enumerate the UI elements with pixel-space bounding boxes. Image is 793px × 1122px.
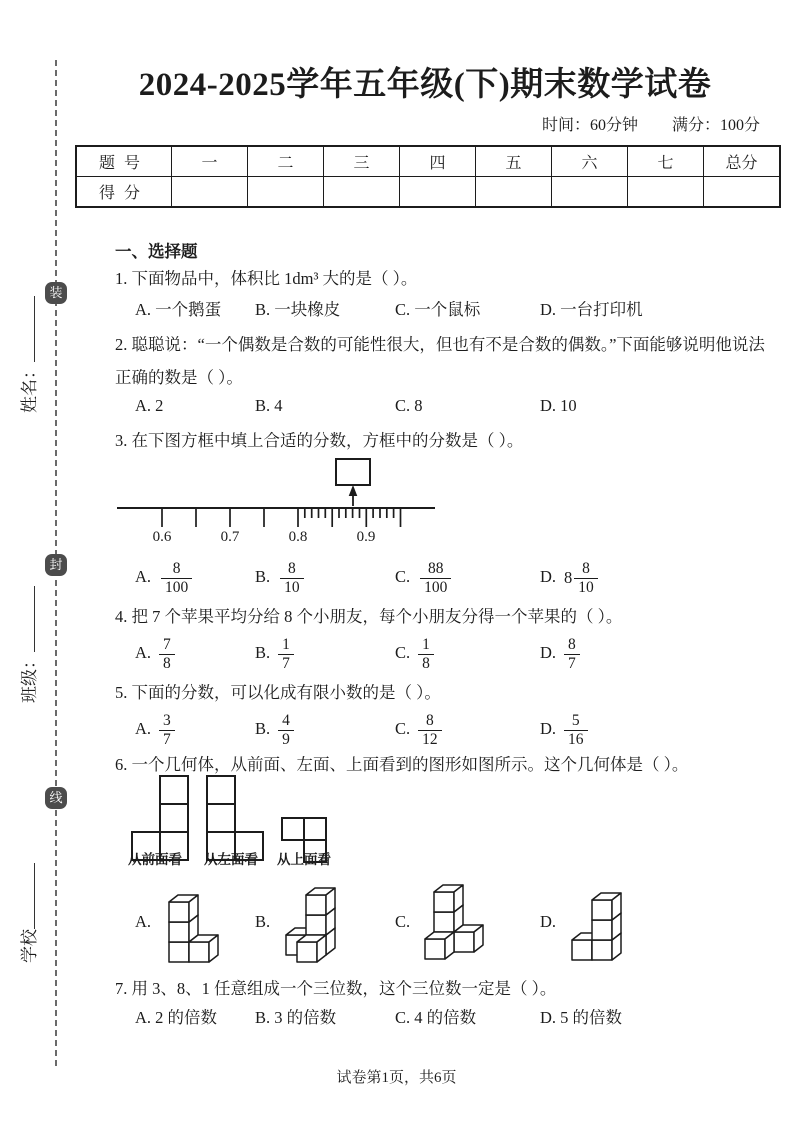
option-d <box>540 874 770 969</box>
score-empty-cell <box>552 177 628 208</box>
denominator: 8 <box>163 654 171 672</box>
school-label: 学校 <box>20 929 39 963</box>
question-2-stem: 2. 聪聪说：“一个偶数是合数的可能性很大，但也有不是合数的偶数。”下面能够说明他说法正确的数是（ ）。 <box>115 335 765 387</box>
option-d <box>540 712 770 749</box>
question-number-row <box>76 146 780 177</box>
option-d: D. 10 <box>540 396 577 415</box>
option-letter: A. <box>135 566 152 586</box>
numerator: 8 <box>280 560 304 579</box>
numerator: 8 <box>161 560 192 579</box>
option-b: B. 一块橡皮 <box>255 300 341 319</box>
option-c <box>395 636 540 673</box>
option-a <box>135 560 255 597</box>
score-empty-cell <box>628 177 704 208</box>
score-table-header-cell: 题号 <box>76 146 172 177</box>
option-b <box>255 560 395 597</box>
tick-label: 0.6 <box>152 529 172 545</box>
axis-ticks <box>162 508 401 527</box>
denominator: 7 <box>163 730 171 748</box>
option-a <box>135 712 255 749</box>
option-letter: D. <box>540 642 557 662</box>
denominator: 10 <box>578 578 594 596</box>
option-b <box>255 874 395 969</box>
score-table-header-cell: 六 <box>552 146 628 177</box>
score-table-header-cell: 三 <box>324 146 400 177</box>
option-c <box>395 560 540 597</box>
question-7-options <box>115 1004 770 1028</box>
denominator: 10 <box>284 578 300 596</box>
numerator: 4 <box>278 712 294 731</box>
option-d <box>540 560 770 597</box>
denominator: 12 <box>422 730 438 748</box>
score-row <box>76 177 780 208</box>
option-letter: B. <box>255 566 271 586</box>
score-table-header-cell: 五 <box>476 146 552 177</box>
numerator: 5 <box>564 712 588 731</box>
option-a: A. 2 <box>135 396 164 415</box>
score-table-header-cell: 七 <box>628 146 704 177</box>
score-empty-cell <box>476 177 552 208</box>
fraction <box>574 560 598 597</box>
name-blank-line <box>18 296 35 362</box>
denominator: 9 <box>282 730 290 748</box>
option-a: A. 2 的倍数 <box>135 1008 218 1027</box>
full-score: 满分：100分 <box>671 117 760 134</box>
score-empty-cell <box>172 177 248 208</box>
score-empty-cell <box>400 177 476 208</box>
score-empty-cell <box>324 177 400 208</box>
question-6-options <box>115 874 770 969</box>
option-c <box>395 874 540 969</box>
question-1-stem: 1. 下面物品中，体积比 1dm³ 大的是（ ）。 <box>115 269 418 288</box>
front-view-label: 从前面看 <box>128 852 182 867</box>
option-letter: C. <box>395 642 411 662</box>
option-letter: C. <box>395 911 411 931</box>
denominator: 100 <box>424 578 448 596</box>
name-label: 姓名： <box>20 362 39 413</box>
score-table-header-cell: 总分 <box>704 146 781 177</box>
option-letter: D. <box>540 566 557 586</box>
score-table-header-cell: 四 <box>400 146 476 177</box>
option-letter: C. <box>395 718 411 738</box>
option-letter: A. <box>135 718 152 738</box>
whole-number: 8 <box>564 568 573 587</box>
fraction <box>420 560 451 597</box>
exam-title: 2024-2025学年五年级(下)期末数学试卷 <box>138 67 712 103</box>
page-footer <box>0 1066 793 1087</box>
cube-option-figure-d <box>566 874 636 969</box>
option-a <box>135 874 255 969</box>
question-5-stem: 5. 下面的分数，可以化成有限小数的是（ ）。 <box>115 683 441 702</box>
fraction <box>418 712 442 749</box>
question-4-options <box>115 628 770 680</box>
option-a <box>135 636 255 673</box>
seal-badge-xian: 线 <box>45 787 67 809</box>
name-field <box>15 253 37 413</box>
numerator: 8 <box>564 636 580 655</box>
option-letter: B. <box>255 718 271 738</box>
denominator: 16 <box>568 730 584 748</box>
option-b <box>255 712 395 749</box>
score-table-header-cell: 一 <box>172 146 248 177</box>
fraction <box>280 560 304 597</box>
option-d: D. 5 的倍数 <box>540 1008 623 1027</box>
numerator: 1 <box>278 636 294 655</box>
left-view-label: 从左面看 <box>204 852 258 867</box>
fraction <box>564 712 588 749</box>
top-view-label: 从上面看 <box>277 852 331 867</box>
option-b: B. 4 <box>255 396 283 415</box>
fraction <box>418 636 434 673</box>
question-1-options <box>115 296 770 320</box>
denominator: 8 <box>422 654 430 672</box>
page-info: 试卷第1页，共6页 <box>336 1070 457 1086</box>
class-label: 班级： <box>20 652 39 703</box>
score-table <box>75 145 781 208</box>
option-b <box>255 636 395 673</box>
class-field <box>15 543 37 703</box>
option-letter: A. <box>135 911 152 931</box>
fraction <box>161 560 192 597</box>
tick-label: 0.7 <box>220 529 240 545</box>
numerator: 7 <box>159 636 175 655</box>
numerator: 8 <box>574 560 598 579</box>
empty-answer-box <box>336 459 370 485</box>
seal-badge-feng: 封 <box>45 554 67 576</box>
number-line-figure <box>90 448 590 546</box>
up-arrow <box>349 485 358 496</box>
numerator: 3 <box>159 712 175 731</box>
fraction <box>564 636 580 673</box>
numerator: 88 <box>420 560 451 579</box>
cube-option-figure-a <box>161 874 231 969</box>
score-row-label: 得分 <box>76 177 172 208</box>
fraction <box>159 712 175 749</box>
seal-badge-zhuang: 装 <box>45 282 67 304</box>
option-c: C. 一个鼠标 <box>395 300 481 319</box>
option-b: B. 3 的倍数 <box>255 1008 337 1027</box>
cube-option-figure-c <box>420 874 490 969</box>
school-blank-line <box>18 863 35 929</box>
option-d: D. 一台打印机 <box>540 300 643 319</box>
numerator: 1 <box>418 636 434 655</box>
school-field <box>15 803 37 963</box>
cube-option-figure-b <box>280 874 350 969</box>
question-2-options <box>115 396 770 416</box>
denominator: 7 <box>282 654 290 672</box>
fraction <box>278 712 294 749</box>
denominator: 7 <box>568 654 576 672</box>
exam-meta <box>90 112 760 135</box>
tick-label: 0.8 <box>288 529 308 545</box>
question-3-options <box>115 552 770 604</box>
fraction <box>159 636 175 673</box>
option-letter: B. <box>255 642 271 662</box>
denominator: 100 <box>165 578 189 596</box>
fraction <box>278 636 294 673</box>
axis-tick-labels <box>153 529 376 545</box>
time-limit: 时间：60分钟 <box>541 117 638 134</box>
class-blank-line <box>18 586 35 652</box>
option-letter: D. <box>540 718 557 738</box>
score-empty-cell <box>704 177 781 208</box>
option-letter: C. <box>395 566 411 586</box>
question-7-stem: 7. 用 3、8、1 任意组成一个三位数，这个三位数一定是（ ）。 <box>115 979 557 998</box>
option-c: C. 8 <box>395 396 423 415</box>
option-letter: A. <box>135 642 152 662</box>
numerator: 8 <box>418 712 442 731</box>
score-empty-cell <box>248 177 324 208</box>
option-c: C. 4 的倍数 <box>395 1008 477 1027</box>
question-4-stem: 4. 把 7 个苹果平均分给 8 个小朋友，每个小朋友分得一个苹果的（ ）。 <box>115 607 623 626</box>
option-c <box>395 712 540 749</box>
score-table-header-cell: 二 <box>248 146 324 177</box>
tick-label: 0.9 <box>356 529 376 545</box>
option-d <box>540 636 770 673</box>
option-letter: D. <box>540 911 557 931</box>
question-6-stem: 6. 一个几何体，从前面、左面、上面看到的图形如图所示。这个几何体是（ ）。 <box>115 755 689 774</box>
option-letter: B. <box>255 911 271 931</box>
question-3-stem: 3. 在下图方框中填上合适的分数，方框中的分数是（ ）。 <box>115 431 524 450</box>
option-a: A. 一个鹅蛋 <box>135 300 222 319</box>
section-one-heading: 一、选择题 <box>115 242 198 261</box>
